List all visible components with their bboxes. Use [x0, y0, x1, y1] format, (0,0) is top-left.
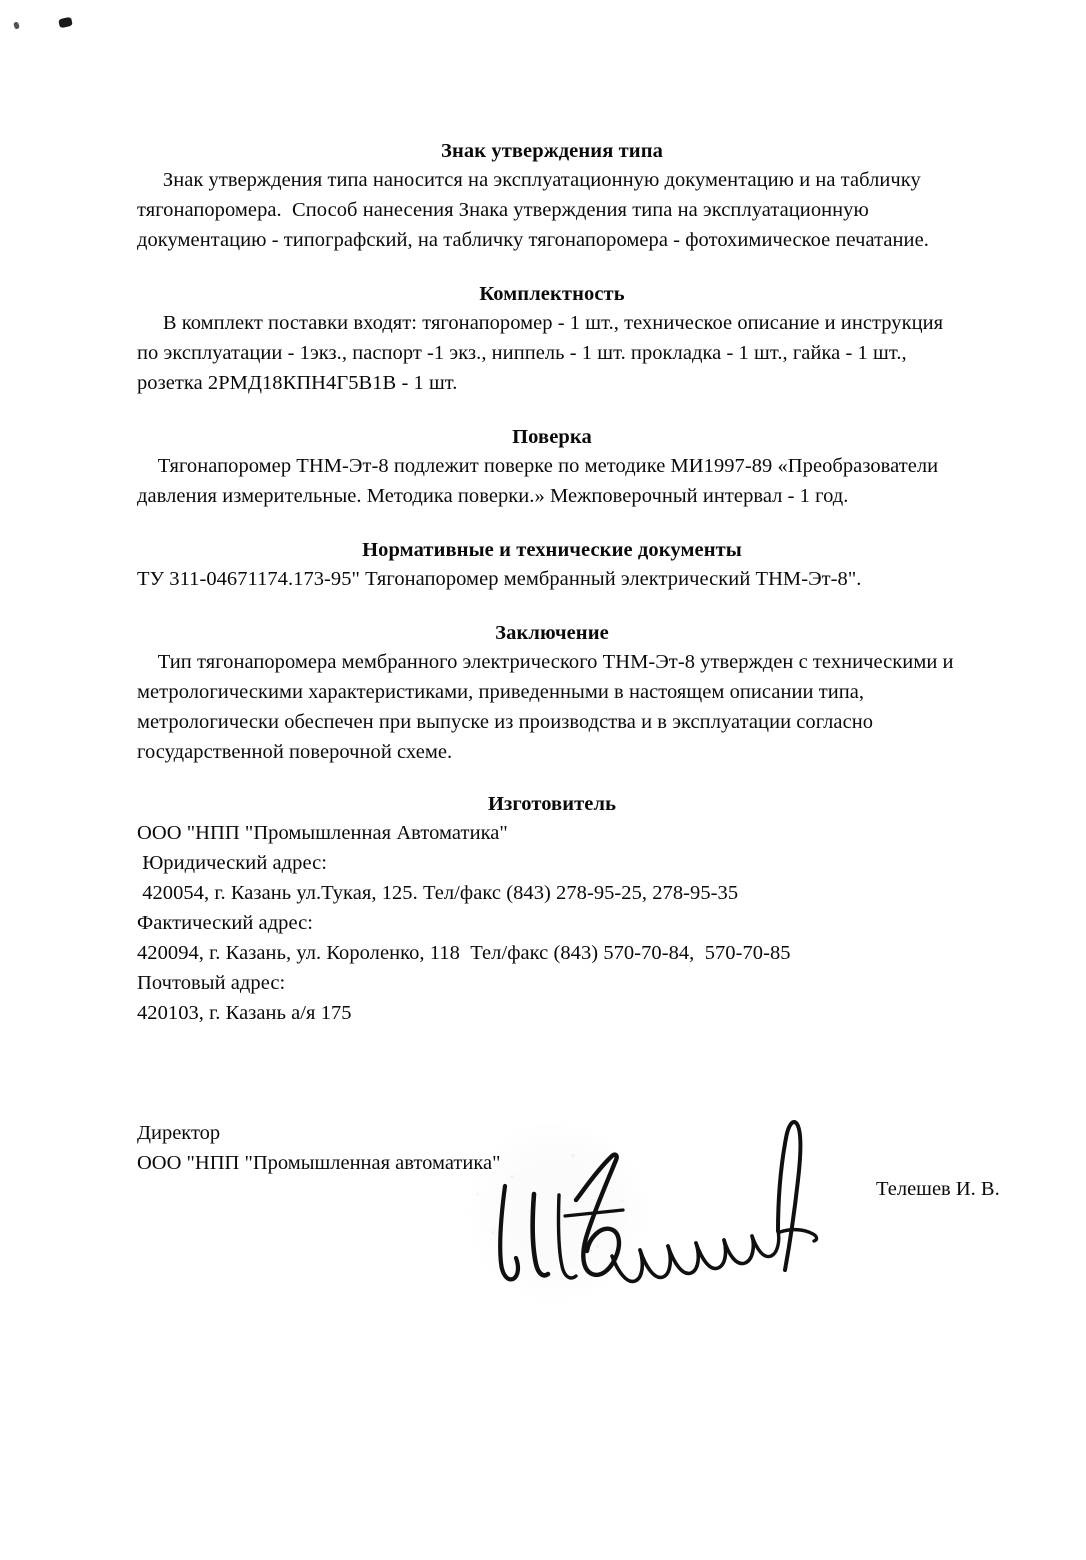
section-heading: Поверка — [512, 426, 592, 448]
scan-speck-icon — [13, 21, 20, 29]
signatory-role-line-2: ООО "НПП "Промышленная автоматика" — [137, 1152, 501, 1174]
scan-speck-icon — [58, 17, 73, 29]
signatory-role — [137, 1118, 500, 1178]
section-paragraph: Знак утверждения типа наносится на эксплуатационную документацию и на табличку тягонапоромера. Способ нанесения Знака утверждения типа на эксплуатационную документацию - типографский, на табличку тягонапоромера - фотохимическое печатание. — [137, 169, 929, 251]
legal-address-value: 420054, г. Казань ул.Тукая, 125. Тел/факс (843) 278-95-25, 278-95-35 — [137, 882, 739, 904]
section-heading: Нормативные и технические документы — [362, 539, 742, 561]
section-heading: Изготовитель — [487, 793, 617, 815]
postal-address-value: 420103, г. Казань а/я 175 — [137, 1002, 352, 1024]
section-verification — [137, 426, 967, 511]
section-heading: Заключение — [495, 622, 609, 644]
legal-address-label: Юридический адрес: — [137, 852, 328, 874]
section-paragraph: ТУ 311-04671174.173-95" Тягонапоромер мембранный электрический ТНМ-Эт-8". — [137, 568, 862, 590]
signatory-role-line-1: Директор — [137, 1122, 221, 1144]
actual-address-value: 420094, г. Казань, ул. Короленко, 118 Тел/факс (843) 570-70-84, 570-70-85 — [137, 942, 791, 964]
section-paragraph: Тягонапоромер ТНМ-Эт-8 подлежит поверке по методике МИ1997-89 «Преобразователи давления измерительные. Методика поверки.» Межповерочный интервал - 1 год. — [137, 455, 944, 507]
section-paragraph: Тип тягонапоромера мембранного электрического ТНМ-Эт-8 утвержден с техническими и метрологическими характеристиками, приведенными в настоящем описании типа, метрологически обеспечен при выпуске из производства и в эксплуатации согласно государственной поверочной схеме. — [137, 651, 959, 763]
document-body — [137, 140, 967, 1028]
section-heading: Комплектность — [479, 283, 625, 305]
section-conclusion — [137, 622, 967, 767]
actual-address-label: Фактический адрес: — [137, 912, 314, 934]
signatory-name: Телешев И. В. — [876, 1178, 1000, 1200]
postal-address-label: Почтовый адрес: — [137, 972, 286, 994]
section-paragraph: В комплект поставки входят: тягонапоромер - 1 шт., техническое описание и инструкция по эксплуатации - 1экз., паспорт -1 экз., ниппель - 1 шт. прокладка - 1 шт., гайка - 1 шт., розетка 2РМД18КПН4Г5В1В - 1 шт. — [137, 312, 949, 394]
section-type-approval-mark — [137, 140, 967, 255]
section-manufacturer — [137, 793, 967, 1028]
section-normative-documents — [137, 539, 967, 594]
stamp-smudge — [455, 1124, 645, 1299]
section-heading: Знак утверждения типа — [441, 140, 663, 162]
signature-block — [137, 1118, 1047, 1318]
manufacturer-company: ООО "НПП "Промышленная Автоматика" — [137, 822, 508, 844]
section-completeness — [137, 283, 967, 398]
